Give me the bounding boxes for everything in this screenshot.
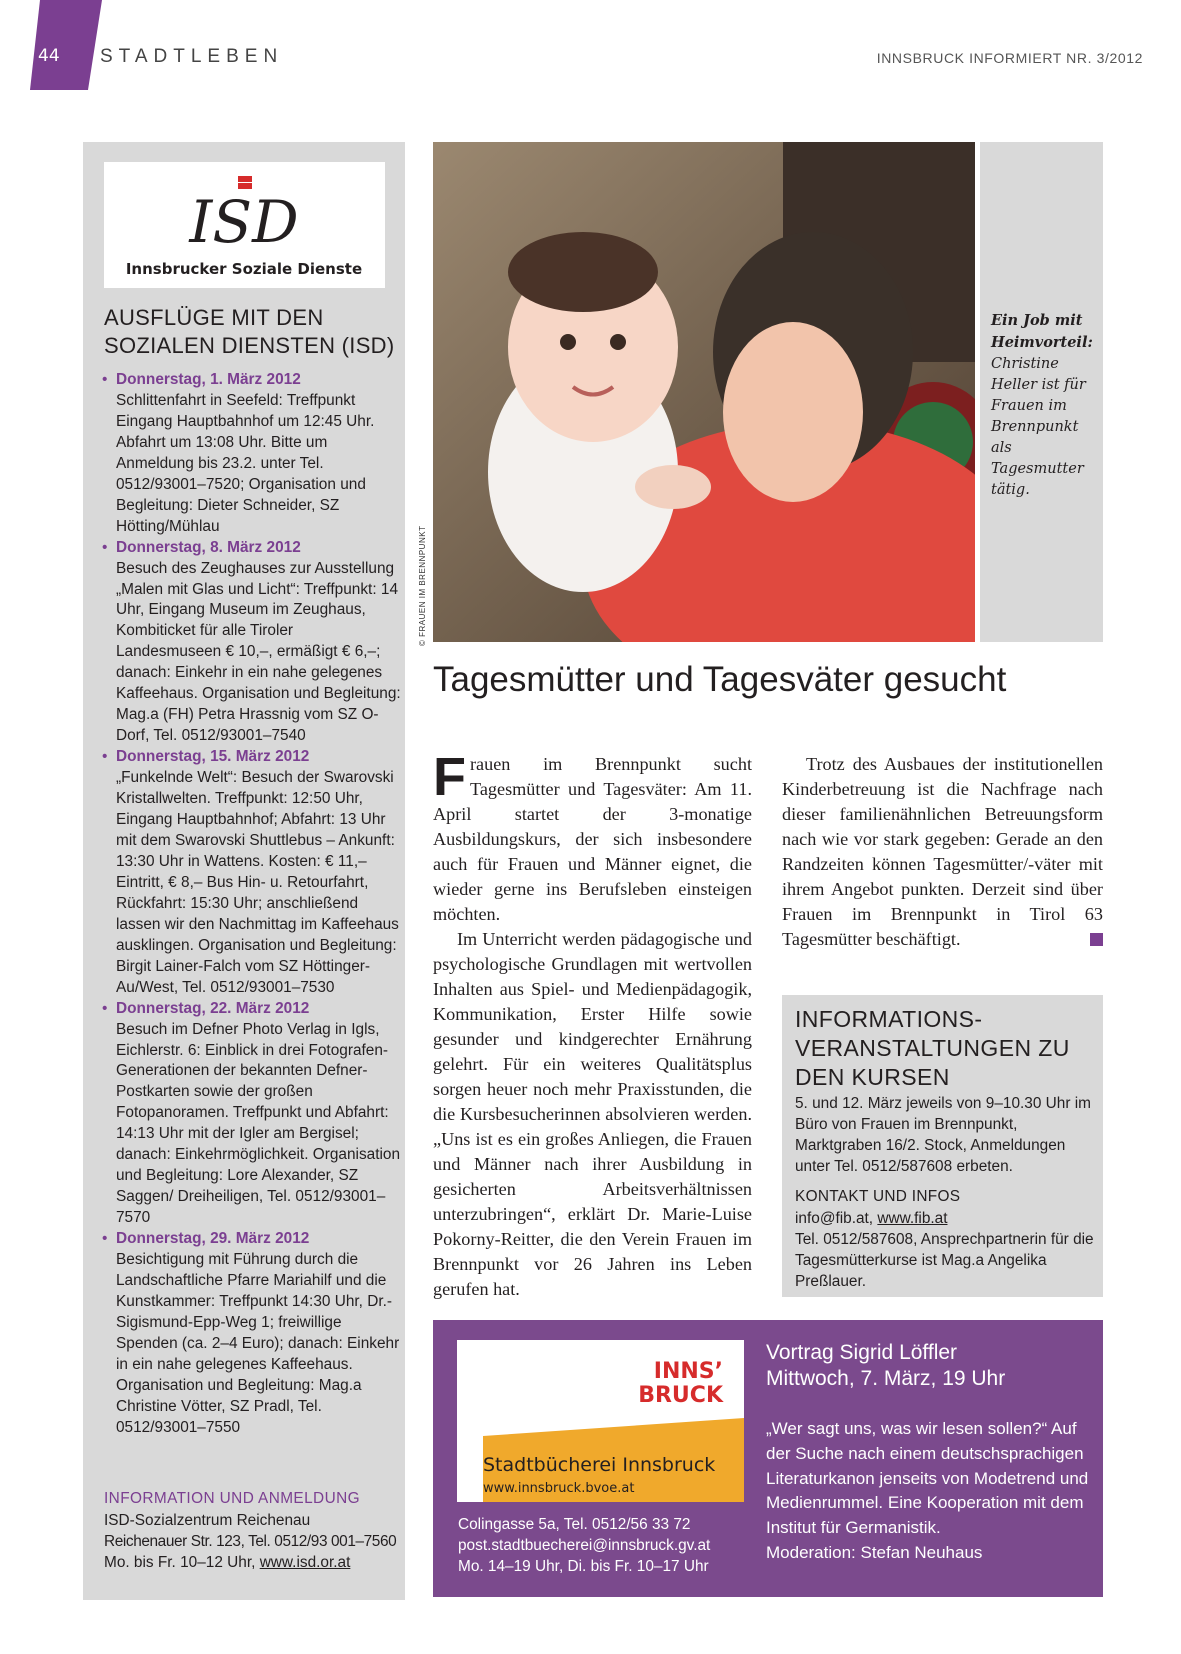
photo-credit: © FRAUEN IM BRENNPUNKT	[418, 525, 427, 646]
caption-lead: Ein Job mit Heimvorteil:	[991, 312, 1093, 351]
library-logo-card	[457, 1340, 744, 1502]
isd-info-line: Mo. bis Fr. 10–12 Uhr, www.isd.or.at	[104, 1553, 351, 1571]
article-paragraph: Im Unterricht werden pädagogische und psychologische Grundlagen mit wertvollen Inhalten aus Spiel- und Medienpädagogik, Kommunikation, Erster Hilfe sowie gesunder und kindgerechter Ernährung gelehrt. Für ein weiteres Qualitätsplus sorgen heuer noch mehr Praxisstunden, die die Kursbesucherinnen absolvieren werden. „Uns ist es ein großes Anliegen, die Frauen und Männer nach ihrer Ausbildung in gesicherten Arbeitsverhältnissen unterzubringen“, erklärt Dr. Marie-Luise Pokorny-Reitter, die den Verein Frauen im Brennpunkt vor 26 Jahren ins Leben gerufen hat.	[433, 929, 752, 1299]
page-number-tab	[30, 0, 102, 90]
library-hours: Mo. 14–19 Uhr, Di. bis Fr. 10–17 Uhr	[458, 1557, 709, 1575]
issue-label: INNSBRUCK INFORMIERT NR. 3/2012	[876, 50, 1143, 66]
event-text: Besuch im Defner Photo Verlag in Igls, Eichlerstr. 6: Einblick in drei Fotografen-Generationen der bekannten Defner-Postkarten sowie der großen Fotopanoramen. Treffpunkt und Abfahrt: 14:13 Uhr mit der Igler am Bergisel; danach: Einkehrmöglichkeit. Organisation und Begleitung: Lore Alexander, SZ Saggen/ Dreiheiligen, Tel. 0512/93001–7570	[116, 1020, 401, 1227]
caption-text: Christine Heller ist für Frauen im Brennpunkt als Tagesmutter tätig.	[991, 356, 1086, 498]
isd-info-body	[104, 1511, 404, 1574]
library-url: www.innsbruck.bvoe.at	[483, 1481, 635, 1496]
info-box-title-line: INFORMATIONS-	[795, 1006, 983, 1032]
article-column-1	[433, 747, 752, 1302]
event-text: Schlittenfahrt in Seefeld: Treffpunkt Eingang Hauptbahnhof um 12:45 Uhr. Abfahrt um 13:08 Uhr. Bitte um Anmeldung bis 23.2. unter Tel. 0512/93001–7520; Organisation und Begleitung: Dieter Schneider, SZ Hötting/Mühlau	[116, 391, 375, 535]
event-date: Donnerstag, 8. März 2012	[116, 538, 301, 556]
isd-title-line: AUSFLÜGE MIT DEN	[104, 305, 324, 330]
contact-email[interactable]: info@fib.at,	[795, 1210, 878, 1227]
info-box-title-line: VERANSTALTUNGEN ZU	[795, 1035, 1070, 1061]
isd-title-line: SOZIALEN DIENSTEN (ISD)	[104, 333, 395, 358]
article-paragraph: Frauen im Brennpunkt sucht Tagesmütter und Tagesväter: Am 11. April startet der 3-monatige Ausbildungskurs, der sich insbesondere auch für Frauen und Männer eignet, die wieder gerne ins Berufsleben einsteigen möchten.	[433, 747, 752, 924]
talk-description	[766, 1417, 1096, 1566]
info-box-title	[795, 1005, 1095, 1092]
event-text: „Funkelnde Welt“: Besuch der Swarovski Kristallwelten. Treffpunkt: 12:50 Uhr, Eingang Hauptbahnhof; Abfahrt: 13 Uhr mit dem Swarovski Shuttlebus – Ankunft: 13:30 Uhr in Wattens. Kosten: € 11,– Eintritt, € 8,– Bus Hin- u. Retourfahrt, Rückfahrt: 15:30 Uhr; anschließend lassen wir den Nachmittag im Kaffeehaus ausklingen. Organisation und Begleitung: Birgit Lainer-Falch vom SZ Höttinger-Au/West, Tel. 0512/93001–7530	[116, 769, 399, 996]
contact-details	[795, 1209, 1095, 1293]
talk-title-line: Vortrag Sigrid Löffler	[766, 1341, 958, 1364]
isd-logo-mark: ISD	[189, 188, 299, 256]
library-logo	[457, 1340, 744, 1502]
event-item	[102, 999, 402, 1229]
event-date: Donnerstag, 15. März 2012	[116, 748, 310, 766]
isd-info-line: ISD-Sozialzentrum Reichenau	[104, 1512, 311, 1529]
isd-title	[104, 304, 404, 360]
library-address	[458, 1515, 748, 1578]
contact-text: Tel. 0512/587608, Ansprechpartnerin für die Tagesmütterkurse ist Mag.a Angelika Preßlauer.	[795, 1230, 1094, 1290]
event-list	[102, 370, 402, 1439]
event-text: Besichtigung mit Führung durch die Landschaftliche Pfarre Mariahilf und die Kunstkammer: Treffpunkt 14:30 Uhr, Dr.-Sigismund-Epp-Weg 1; freiwillige Spenden (ca. 2–4 Euro); danach: Einkehr in ein nahe gelegenes Kaffeehaus. Organisation und Begleitung: Mag.a Christine Vötter, SZ Pradl, Tel. 0512/93001–7550	[116, 1251, 400, 1436]
event-item	[102, 1229, 402, 1439]
event-item	[102, 747, 402, 998]
event-item	[102, 538, 402, 748]
photo-illustration	[433, 142, 975, 642]
event-date: Donnerstag, 29. März 2012	[116, 1230, 310, 1248]
event-text: Besuch des Zeughauses zur Ausstellung „Malen mit Glas und Licht“: Treffpunkt: 14 Uhr, Eingang Museum im Zeughaus, Kombiticket für alle Tiroler Landesmuseen € 10,–, ermäßigt € 6,–; danach: Einkehr in ein nahe gelegenes Kaffeehaus. Organisation und Begleitung: Mag.a (FH) Petra Hrassnig vom SZ O-Dorf, Tel. 0512/93001–7540	[116, 559, 401, 745]
article-column-2	[782, 752, 1103, 952]
library-email[interactable]: post.stadtbuecherei@innsbruck.gv.at	[458, 1536, 711, 1554]
article-headline: Tagesmütter und Tagesväter gesucht	[433, 660, 1007, 699]
innsbruck-logo-line: INNS’	[653, 1359, 723, 1384]
page-number: 44	[38, 46, 60, 66]
isd-logo-graphic	[104, 162, 385, 288]
event-date: Donnerstag, 1. März 2012	[116, 371, 301, 388]
isd-logo	[104, 162, 385, 288]
talk-title	[766, 1340, 1096, 1392]
contact-heading: KONTAKT UND INFOS	[795, 1188, 961, 1205]
talk-moderation: Moderation: Stefan Neuhaus	[766, 1542, 983, 1562]
article-paragraph: Trotz des Ausbaues der institutionellen Kinderbetreuung ist die Nachfrage nach dieser familienähnlichen Betreuungsform nach wie vor stark gegeben: Gerade an den Randzeiten können Tagesmütter/-väter mit ihrem Angebot punkten. Derzeit sind über Frauen im Brennpunkt in Tirol 63 Tagesmütter beschäftigt.	[782, 754, 1103, 949]
contact-web-line	[795, 1209, 1095, 1230]
info-box-title-line: DEN KURSEN	[795, 1064, 950, 1090]
library-address-line: Colingasse 5a, Tel. 0512/56 33 72	[458, 1516, 691, 1533]
library-name: Stadtbücherei Innsbruck	[483, 1454, 716, 1476]
isd-info-line: Reichenauer Str. 123, Tel. 0512/93 001–7560	[104, 1532, 397, 1550]
fib-website-link[interactable]: www.fib.at	[877, 1210, 948, 1227]
info-box-text: 5. und 12. März jeweils von 9–10.30 Uhr im Büro von Frauen im Brennpunkt, Marktgraben 16/2. Stock, Anmeldungen unter Tel. 0512/587608 erbeten.	[795, 1095, 1091, 1175]
isd-info-heading: INFORMATION UND ANMELDUNG	[104, 1490, 360, 1507]
isd-website-link[interactable]: www.isd.or.at	[259, 1553, 351, 1571]
event-item	[102, 370, 402, 538]
isd-logo-subtitle: Innsbrucker Soziale Dienste	[125, 260, 363, 278]
mother-baby-photo	[433, 142, 975, 642]
drop-cap: F	[433, 747, 466, 807]
event-date: Donnerstag, 22. März 2012	[116, 999, 310, 1017]
talk-date: Mittwoch, 7. März, 19 Uhr	[766, 1367, 1006, 1390]
end-mark-icon	[1090, 933, 1103, 946]
talk-text: „Wer sagt uns, was wir lesen sollen?“ Auf der Suche nach einem deutschsprachigen Literaturkanon jenseits von Modetrend und Medienrummel. Eine Kooperation mit dem Institut für Germanistik.	[766, 1419, 1089, 1538]
innsbruck-logo-line: BRUCK	[638, 1383, 723, 1408]
photo-caption	[991, 310, 1099, 501]
section-title: STADTLEBEN	[100, 46, 284, 67]
